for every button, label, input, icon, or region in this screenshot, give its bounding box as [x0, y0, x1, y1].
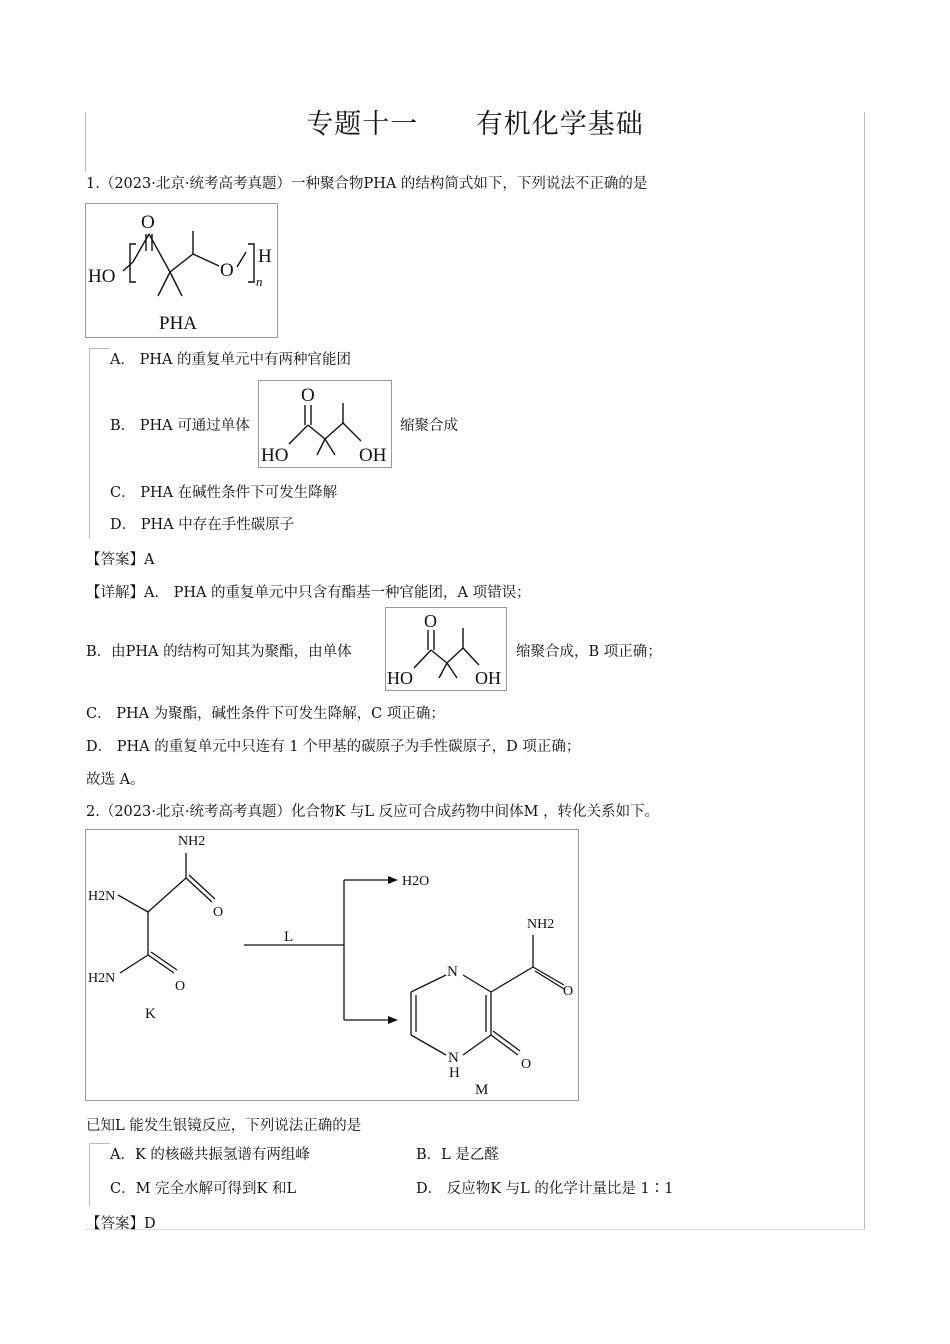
q2-option-a: A．K 的核磁共振氢谱有两组峰	[110, 1147, 310, 1163]
q2-stem: 2.（2023·北京·统考高考真题）化合物K 与L 反应可合成药物中间体M ，转化关系如下。	[86, 804, 660, 820]
q1-explain-b-pre: B．由PHA 的结构可知其为聚酯，由单体	[86, 644, 352, 660]
q1-explain-d: D． PHA 的重复单元中只连有 1 个甲基的碳原子为手性碳原子，D 项正确；	[86, 739, 581, 755]
compound-m-label: M	[475, 1082, 489, 1098]
q1-explain-c: C． PHA 为聚酯，碱性条件下可发生降解，C 项正确；	[86, 706, 445, 722]
pha-o-top-label: O	[141, 212, 155, 233]
page-frame-bottom	[85, 1229, 865, 1230]
k-h2n-left: H2N	[88, 889, 116, 904]
m-nh2-label: NH2	[527, 917, 555, 932]
k-o-bottom: O	[175, 979, 186, 994]
reagent-l-label: L	[284, 929, 294, 945]
monomer2-ho-label: HO	[387, 668, 413, 688]
q2-option-c: C．M 完全水解可得到K 和L	[110, 1181, 297, 1197]
q1-explain-a: 【详解】A． PHA 的重复单元中只含有酯基一种官能团，A 项错误；	[86, 585, 531, 601]
pha-structure-svg	[86, 204, 277, 337]
q1-explain-b-post: 缩聚合成，B 项正确；	[516, 644, 662, 660]
monomer1-ho-label: HO	[261, 445, 289, 466]
monomer-svg-2	[386, 608, 506, 690]
monomer1-oh-label: OH	[359, 445, 387, 466]
page-frame-left	[85, 112, 86, 172]
monomer-structure-2	[385, 607, 507, 691]
m-n-label: N	[447, 964, 458, 980]
pha-n-subscript: n	[256, 274, 263, 289]
q1-option-a: A． PHA 的重复单元中有两种官能团	[110, 352, 352, 368]
q1-option-b-pre: B． PHA 可通过单体	[110, 418, 250, 434]
q2-answer: 【答案】D	[86, 1216, 156, 1232]
reaction-scheme-svg	[86, 830, 578, 1100]
q2-option-d: D． 反应物K 与L 的化学计量比是 1∶1	[416, 1181, 674, 1197]
pha-ho-label: HO	[88, 266, 116, 287]
m-nh-label: N	[448, 1050, 459, 1066]
monomer-svg-1	[259, 381, 391, 467]
q1-conclusion: 故选 A。	[86, 772, 145, 788]
monomer2-oh-label: OH	[475, 668, 501, 688]
monomer1-o-label: O	[301, 385, 315, 406]
m-o-bottom: O	[521, 1057, 532, 1072]
q1-stem: 1.（2023·北京·统考高考真题）一种聚合物PHA 的结构简式如下，下列说法不正确的是	[86, 176, 648, 192]
q1-option-c: C． PHA 在碱性条件下可发生降解	[110, 485, 338, 501]
q1-answer: 【答案】A	[86, 552, 155, 568]
k-nh2-top: NH2	[178, 834, 206, 849]
k-o-top: O	[213, 905, 224, 920]
q1-options-bracket	[89, 348, 110, 539]
pha-h-label: H	[258, 246, 272, 267]
q1-option-d: D． PHA 中存在手性碳原子	[110, 517, 295, 533]
pha-caption: PHA	[159, 313, 198, 334]
pha-structure	[85, 203, 278, 338]
q2-options-bracket	[89, 1143, 110, 1206]
q2-condition: 已知L 能发生银镜反应，下列说法正确的是	[86, 1118, 362, 1134]
water-label: H2O	[402, 874, 430, 889]
pha-o-chain-label: O	[220, 260, 234, 281]
reaction-scheme	[85, 829, 579, 1101]
q1-option-b-post: 缩聚合成	[400, 418, 458, 434]
m-o-right: O	[563, 984, 574, 999]
page-frame-right	[864, 112, 865, 1230]
compound-k-label: K	[145, 1006, 156, 1022]
page-title: 专题十一 有机化学基础	[306, 109, 644, 140]
q2-option-b: B．L 是乙醛	[416, 1147, 499, 1163]
m-h-label: H	[449, 1065, 460, 1081]
monomer-structure-1	[258, 380, 392, 468]
monomer2-o-label: O	[424, 611, 437, 631]
k-h2n-bottom: H2N	[88, 971, 116, 986]
